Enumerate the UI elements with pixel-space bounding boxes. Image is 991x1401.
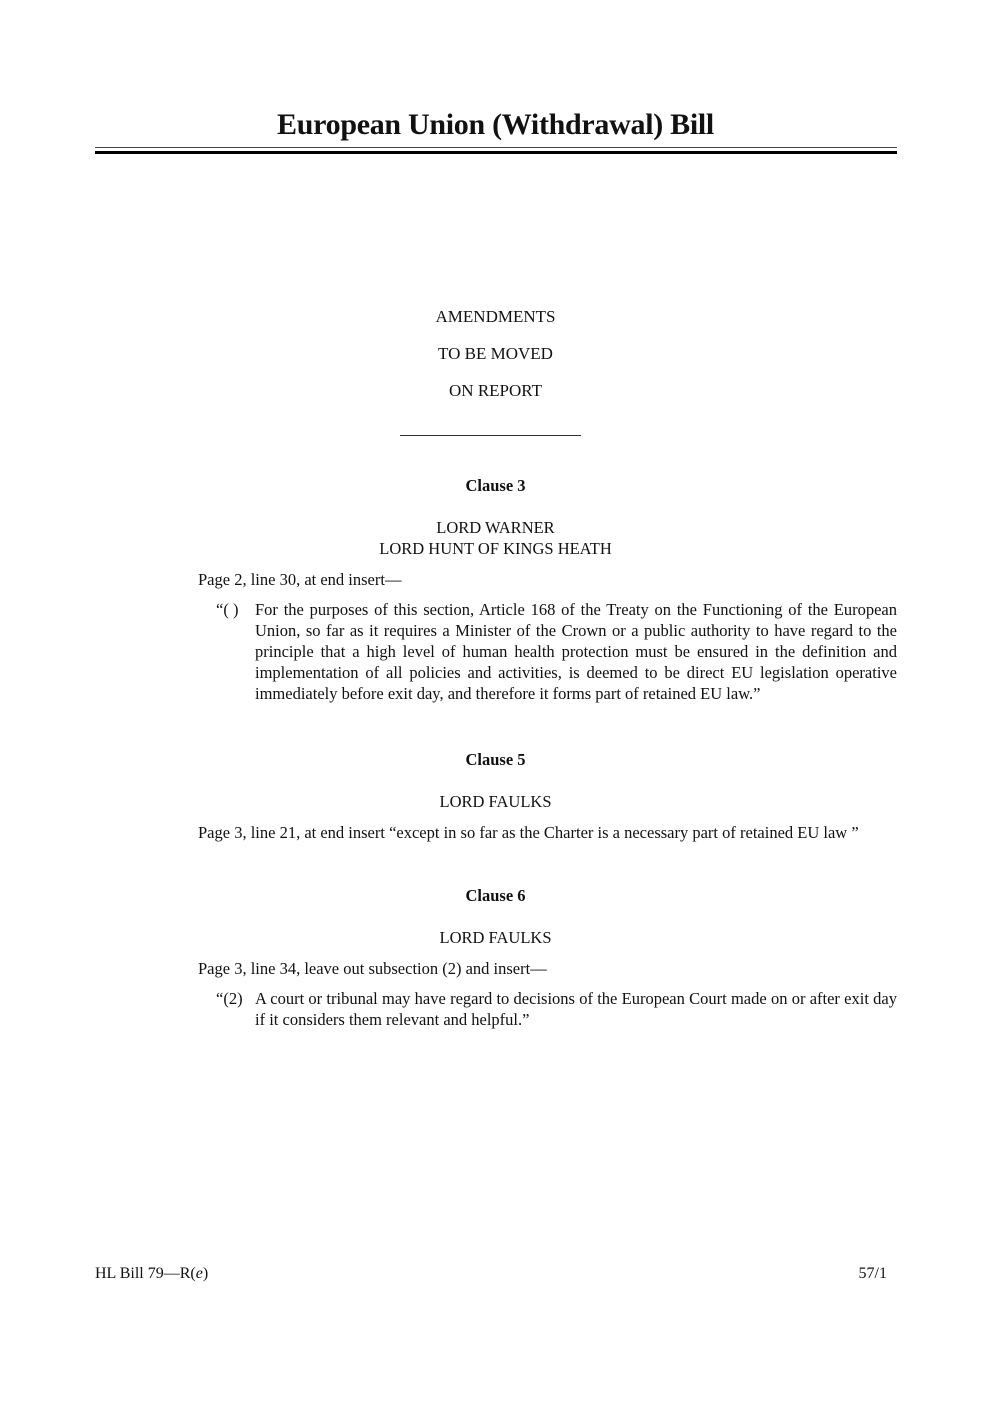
- clause-heading: Clause 5: [465, 750, 526, 769]
- section-divider: [400, 435, 581, 436]
- heading-line-2: TO BE MOVED: [438, 344, 553, 363]
- clause-heading: Clause 3: [465, 476, 526, 495]
- inserted-text-body: For the purposes of this section, Article 168 of the Treaty on the Functioning of the European Union, so far as it requires a Minister of the Crown or a public authority to have regard to the principle that a high level of human health protection must be ensured in the definition and implementation of all policies and activities, is deemed to be direct EU legislation operative immediately before exit day, and therefore it forms part of retained EU law.”: [255, 600, 897, 703]
- bill-reference-end: ): [202, 1265, 209, 1282]
- inserted-text-body: A court or tribunal may have regard to decisions of the European Court made on or after exit day if it considers them relevant and helpful.”: [255, 989, 897, 1029]
- subsection-marker: “( ): [216, 600, 239, 619]
- bill-reference-text: HL Bill 79—R(: [95, 1265, 196, 1282]
- heading-line-1: AMENDMENTS: [435, 307, 556, 326]
- heading-line-3: ON REPORT: [449, 381, 542, 400]
- title-rule-thick: [95, 151, 897, 154]
- inserted-text: [216, 988, 897, 1030]
- amendment-instruction: Page 2, line 30, at end insert—: [198, 570, 402, 589]
- bill-reference: [95, 1265, 208, 1283]
- amendment-instruction: Page 3, line 21, at end insert “except in so far as the Charter is a necessary part of retained EU law ”: [198, 823, 859, 842]
- amendment-instruction: Page 3, line 34, leave out subsection (2) and insert—: [198, 959, 547, 978]
- member-name: LORD FAULKS: [439, 792, 552, 811]
- title-rule-thin: [95, 147, 897, 148]
- member-name: LORD WARNER: [436, 518, 555, 537]
- subsection-marker: “(2): [216, 989, 243, 1008]
- member-name: LORD FAULKS: [439, 928, 552, 947]
- member-name: LORD HUNT OF KINGS HEATH: [379, 539, 612, 558]
- inserted-text: [216, 599, 897, 704]
- page-reference: 57/1: [858, 1265, 887, 1282]
- bill-reference-suffix: e: [195, 1265, 203, 1282]
- document-title: European Union (Withdrawal) Bill: [277, 108, 714, 141]
- clause-heading: Clause 6: [465, 886, 526, 905]
